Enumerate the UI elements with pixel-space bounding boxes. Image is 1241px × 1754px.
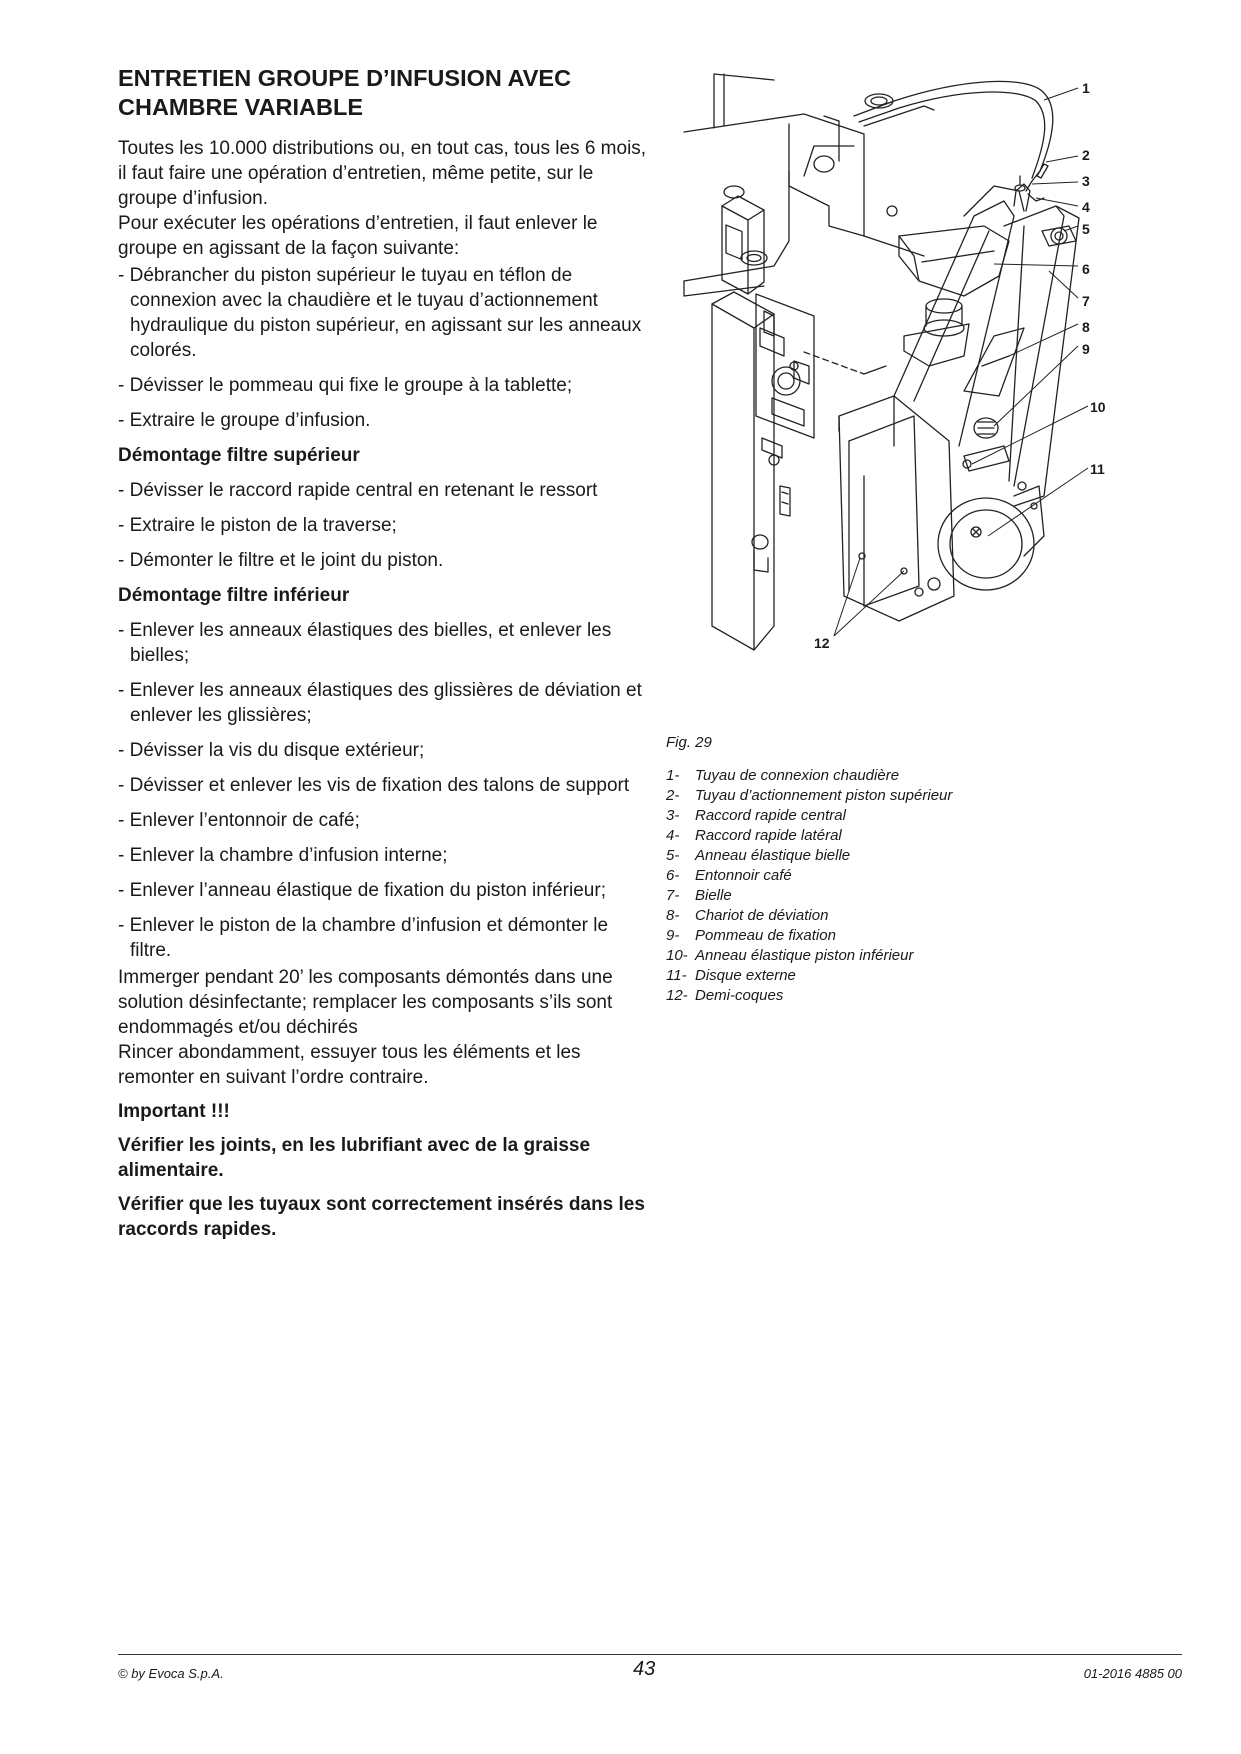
legend-number: 3- bbox=[666, 807, 680, 824]
legend-label: Chariot de déviation bbox=[695, 907, 829, 924]
callout-label: 6 bbox=[1082, 261, 1090, 277]
removal-step: - Extraire le groupe d’infusion. bbox=[118, 410, 371, 431]
figure-caption: Fig. 29 bbox=[666, 734, 712, 751]
important-note-2: Vérifier que les tuyaux sont correctement insérés dans les raccords rapides. bbox=[118, 1194, 645, 1240]
important-note-1: Vérifier les joints, en les lubrifiant avec de la graisse alimentaire. bbox=[118, 1135, 591, 1181]
legend-item bbox=[666, 886, 1086, 906]
legend-number: 8- bbox=[666, 907, 680, 924]
page-title: ENTRETIEN GROUPE D’INFUSION AVEC CHAMBRE VARIABLE bbox=[118, 65, 572, 120]
lower-filter-step: - Enlever le piston de la chambre d’infusion et démonter le filtre. bbox=[118, 915, 609, 961]
upper-filter-steps bbox=[118, 478, 653, 573]
main-text-column bbox=[118, 64, 653, 1242]
callout-label: 5 bbox=[1082, 221, 1090, 237]
legend-number: 12- bbox=[666, 987, 688, 1004]
legend-item bbox=[666, 766, 1086, 786]
legend-number: 2- bbox=[666, 787, 680, 804]
legend-item bbox=[666, 806, 1086, 826]
legend-number: 1- bbox=[666, 767, 680, 784]
legend-item bbox=[666, 966, 1086, 986]
legend-number: 10- bbox=[666, 947, 688, 964]
legend-label: Disque externe bbox=[695, 967, 796, 984]
lower-filter-step: - Enlever les anneaux élastiques des glissières de déviation et enlever les glissières; bbox=[118, 680, 642, 726]
callout-label: 12 bbox=[814, 635, 830, 651]
legend-label: Tuyau de connexion chaudière bbox=[695, 767, 900, 784]
legend-item bbox=[666, 786, 1086, 806]
legend-number: 5- bbox=[666, 847, 680, 864]
legend-number: 11- bbox=[666, 967, 687, 984]
legend-item bbox=[666, 946, 1086, 966]
legend-item bbox=[666, 906, 1086, 926]
closing-paragraph-2: Rincer abondamment, essuyer tous les éléments et les remonter en suivant l’ordre contraire. bbox=[118, 1042, 581, 1088]
removal-step: - Débrancher du piston supérieur le tuyau en téflon de connexion avec la chaudière et le tuyau d’actionnement hydraulique du piston supérieur, en agissant sur les anneaux colorés. bbox=[118, 265, 642, 361]
legend-item bbox=[666, 986, 1086, 1006]
callout-label: 4 bbox=[1082, 199, 1090, 215]
lower-filter-step: - Enlever les anneaux élastiques des bielles, et enlever les bielles; bbox=[118, 620, 612, 666]
removal-steps bbox=[118, 263, 653, 433]
brewing-unit-illustration bbox=[664, 66, 1204, 726]
legend-label: Bielle bbox=[695, 887, 732, 904]
legend-label: Demi-coques bbox=[695, 987, 784, 1004]
lower-filter-step: - Enlever la chambre d’infusion interne; bbox=[118, 845, 448, 866]
legend-label: Raccord rapide central bbox=[695, 807, 846, 824]
callout-label: 3 bbox=[1082, 173, 1090, 189]
legend-label: Entonnoir café bbox=[695, 867, 792, 884]
legend-number: 6- bbox=[666, 867, 680, 884]
closing-paragraph-1: Immerger pendant 20’ les composants démontés dans une solution désinfectante; remplacer les composants s’ils sont endommagés et/ou déchirés bbox=[118, 967, 613, 1038]
legend-number: 9- bbox=[666, 927, 680, 944]
page-number: 43 bbox=[633, 1658, 656, 1680]
footer-copyright: © by Evoca S.p.A. bbox=[118, 1666, 224, 1681]
legend-label: Tuyau d’actionnement piston supérieur bbox=[695, 787, 953, 804]
callout-label: 9 bbox=[1082, 341, 1090, 357]
lower-filter-step: - Dévisser et enlever les vis de fixation des talons de support bbox=[118, 775, 630, 796]
intro-paragraph-1: Toutes les 10.000 distributions ou, en tout cas, tous les 6 mois, il faut faire une opération d’entretien, même petite, sur le groupe d’infusion. bbox=[118, 138, 647, 209]
callout-label: 7 bbox=[1082, 293, 1090, 309]
legend-number: 4- bbox=[666, 827, 680, 844]
callout-label: 8 bbox=[1082, 319, 1090, 335]
footer-doc-code: 01-2016 4885 00 bbox=[1083, 1666, 1182, 1681]
legend-item bbox=[666, 866, 1086, 886]
lower-filter-step: - Enlever l’entonnoir de café; bbox=[118, 810, 360, 831]
legend-item bbox=[666, 846, 1086, 866]
intro-paragraph-2: Pour exécuter les opérations d’entretien, il faut enlever le groupe en agissant de la façon suivante: bbox=[118, 213, 598, 259]
legend-label: Anneau élastique piston inférieur bbox=[695, 947, 914, 964]
lower-filter-step: - Enlever l’anneau élastique de fixation du piston inférieur; bbox=[118, 880, 606, 901]
upper-filter-step: - Démonter le filtre et le joint du piston. bbox=[118, 550, 444, 571]
upper-filter-step: - Extraire le piston de la traverse; bbox=[118, 515, 397, 536]
legend-number: 7- bbox=[666, 887, 680, 904]
legend-item bbox=[666, 826, 1086, 846]
legend-label: Raccord rapide latéral bbox=[695, 827, 842, 844]
callout-label: 10 bbox=[1090, 399, 1106, 415]
footer-divider bbox=[118, 1654, 1182, 1655]
legend-label: Pommeau de fixation bbox=[695, 927, 836, 944]
lower-filter-heading: Démontage filtre inférieur bbox=[118, 585, 350, 606]
removal-step: - Dévisser le pommeau qui fixe le groupe à la tablette; bbox=[118, 375, 573, 396]
callout-label: 11 bbox=[1090, 461, 1105, 477]
upper-filter-step: - Dévisser le raccord rapide central en retenant le ressort bbox=[118, 480, 598, 501]
lower-filter-step: - Dévisser la vis du disque extérieur; bbox=[118, 740, 425, 761]
important-heading: Important !!! bbox=[118, 1101, 230, 1122]
figure-legend bbox=[666, 766, 1086, 1006]
callout-label: 1 bbox=[1082, 80, 1090, 96]
legend-item bbox=[666, 926, 1086, 946]
lower-filter-steps bbox=[118, 618, 653, 963]
legend-label: Anneau élastique bielle bbox=[695, 847, 851, 864]
upper-filter-heading: Démontage filtre supérieur bbox=[118, 445, 360, 466]
callout-label: 2 bbox=[1082, 147, 1090, 163]
